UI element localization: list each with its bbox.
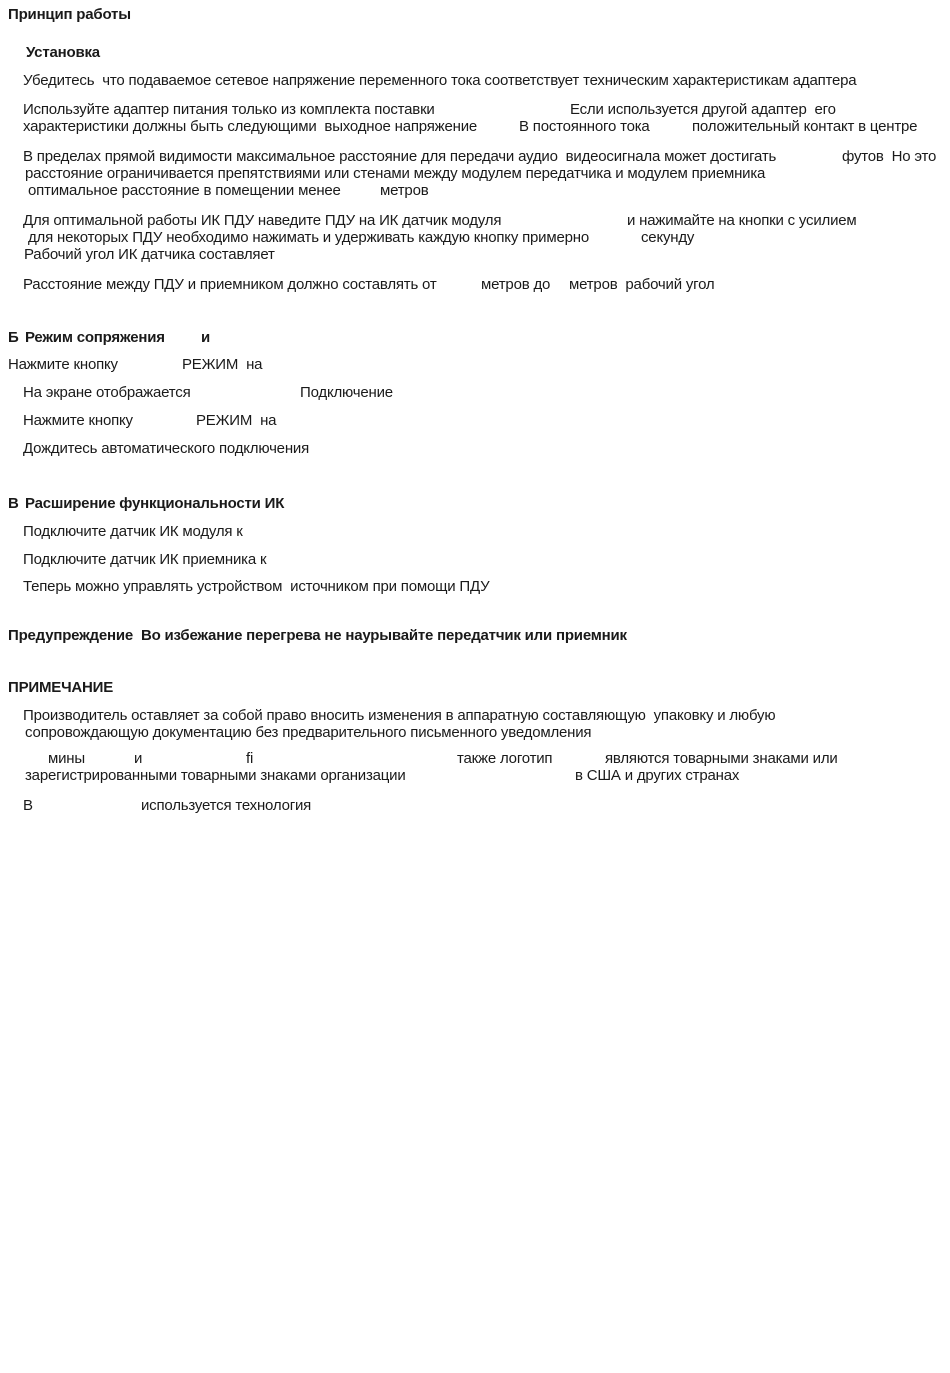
setup-paragraph-3-line-1b: футов Но это bbox=[842, 148, 937, 165]
setup-paragraph-4-line-3: Рабочий угол ИК датчика составляет bbox=[24, 246, 275, 263]
setup-paragraph-2-line-2a: характеристики должны быть следующими выходное напряжение bbox=[23, 118, 478, 135]
note-paragraph-2-line-1e: являются товарными знаками или bbox=[605, 750, 838, 767]
setup-paragraph-2-line-1b: Если используется другой адаптер его bbox=[570, 101, 836, 118]
pairing-title-and: и bbox=[201, 329, 211, 346]
setup-paragraph-2-line-2b: В постоянного тока bbox=[519, 118, 650, 135]
setup-paragraph-3-line-1a: В пределах прямой видимости максимальное расстояние для передачи аудио видеосигнала может достигать bbox=[23, 148, 777, 165]
ir-extension-step-2: Подключите датчик ИК приемника к bbox=[23, 551, 267, 568]
pairing-step-4: Дождитесь автоматического подключения bbox=[23, 440, 310, 457]
ir-extension-letter: В bbox=[8, 495, 19, 512]
setup-paragraph-1: Убедитесь что подаваемое сетевое напряжение переменного тока соответствует техническим характеристикам адаптера bbox=[23, 72, 857, 89]
setup-paragraph-4-line-1b: и нажимайте на кнопки с усилием bbox=[627, 212, 857, 229]
setup-paragraph-5c: метров рабочий угол bbox=[569, 276, 715, 293]
note-paragraph-2-line-1c: fi bbox=[246, 750, 254, 767]
pairing-step-3b: РЕЖИМ на bbox=[196, 412, 277, 429]
page-title: Принцип работы bbox=[8, 6, 131, 23]
setup-paragraph-3-line-3b: метров bbox=[380, 182, 429, 199]
setup-paragraph-5b: метров до bbox=[481, 276, 551, 293]
setup-paragraph-3-line-3a: оптимальное расстояние в помещении менее bbox=[28, 182, 341, 199]
ir-extension-step-3: Теперь можно управлять устройством источником при помощи ПДУ bbox=[23, 578, 490, 595]
note-paragraph-1-line-1: Производитель оставляет за собой право вносить изменения в аппаратную составляющую упаковку и любую bbox=[23, 707, 776, 724]
note-paragraph-2-line-1d: также логотип bbox=[457, 750, 553, 767]
setup-paragraph-2-line-2c: положительный контакт в центре bbox=[692, 118, 918, 135]
pairing-step-2b: Подключение bbox=[300, 384, 393, 401]
pairing-step-1a: Нажмите кнопку bbox=[8, 356, 118, 373]
setup-paragraph-4-line-1a: Для оптимальной работы ИК ПДУ наведите ПДУ на ИК датчик модуля bbox=[23, 212, 502, 229]
setup-paragraph-4-line-2b: секунду bbox=[641, 229, 695, 246]
setup-paragraph-3-line-2: расстояние ограничивается препятствиями или стенами между модулем передатчика и модулем приемника bbox=[25, 165, 766, 182]
setup-paragraph-2-line-1a: Используйте адаптер питания только из комплекта поставки bbox=[23, 101, 435, 118]
ir-extension-title: Расширение функциональности ИК bbox=[25, 495, 285, 512]
note-paragraph-1-line-2: сопровождающую документацию без предварительного письменного уведомления bbox=[25, 724, 592, 741]
pairing-letter: Б bbox=[8, 329, 19, 346]
ir-extension-step-1: Подключите датчик ИК модуля к bbox=[23, 523, 243, 540]
note-paragraph-2-line-1b: и bbox=[134, 750, 143, 767]
note-paragraph-2-line-2a: зарегистрированными товарными знаками организации bbox=[25, 767, 406, 784]
pairing-step-2a: На экране отображается bbox=[23, 384, 191, 401]
note-title: ПРИМЕЧАНИЕ bbox=[8, 679, 114, 696]
note-paragraph-3b: используется технология bbox=[141, 797, 312, 814]
setup-paragraph-5a: Расстояние между ПДУ и приемником должно составлять от bbox=[23, 276, 437, 293]
pairing-step-3a: Нажмите кнопку bbox=[23, 412, 133, 429]
note-paragraph-2-line-2b: в США и других странах bbox=[575, 767, 740, 784]
warning-text: Предупреждение Во избежание перегрева не наурывайте передатчик или приемник bbox=[8, 627, 627, 644]
setup-paragraph-4-line-2a: для некоторых ПДУ необходимо нажимать и удерживать каждую кнопку примерно bbox=[28, 229, 589, 246]
pairing-title: Режим сопряжения bbox=[25, 329, 165, 346]
note-paragraph-2-line-1a: мины bbox=[48, 750, 85, 767]
setup-title: Установка bbox=[26, 44, 100, 61]
note-paragraph-3a: В bbox=[23, 797, 33, 814]
pairing-step-1b: РЕЖИМ на bbox=[182, 356, 263, 373]
